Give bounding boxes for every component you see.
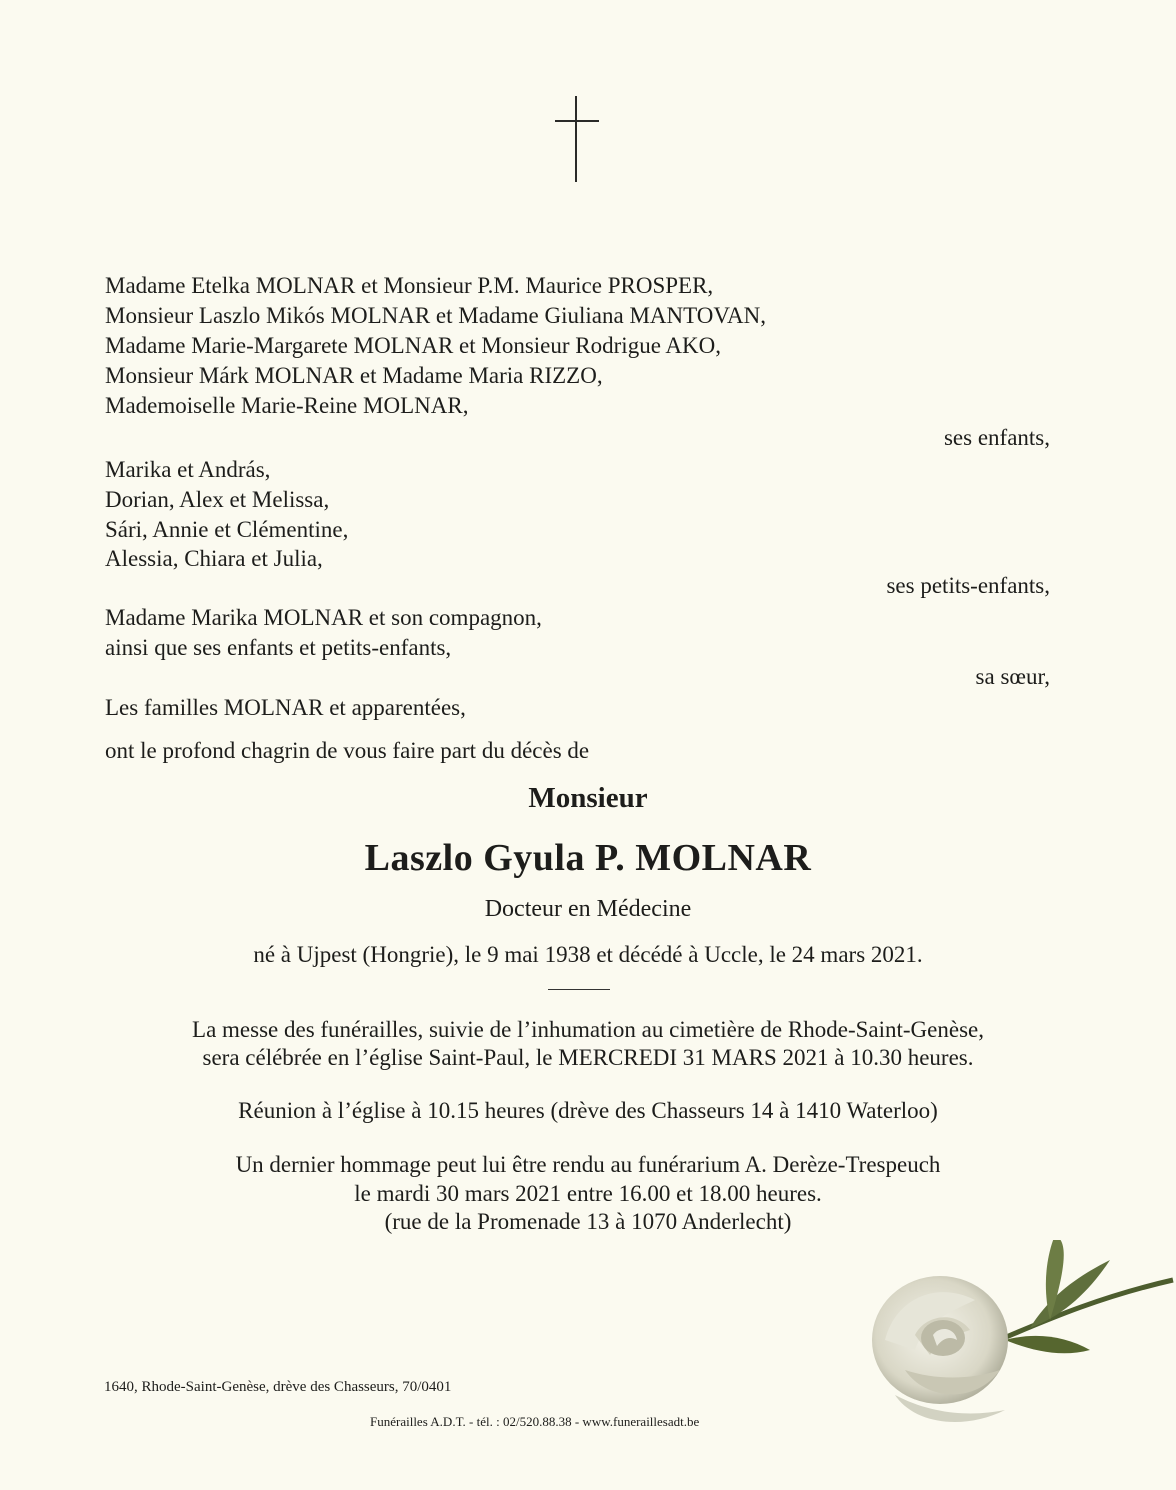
white-rose-icon [855,1240,1175,1450]
grandchildren-line-2: Dorian, Alex et Melissa, [105,487,330,512]
ceremony-line-2: sera célébrée en l’église Saint-Paul, le MERCREDI 31 MARS 2021 à 10.30 heures. [202,1045,974,1070]
announcement-line: ont le profond chagrin de vous faire part du décès de [105,738,590,763]
address-line: 1640, Rhode-Saint-Genèse, drève des Chasseurs, 70/0401 [104,1379,452,1395]
sister-label: sa sœur, [975,664,1050,689]
separator-rule [548,989,610,990]
grandchildren-label: ses petits-enfants, [886,573,1050,598]
tribute-line-2: le mardi 30 mars 2021 entre 16.00 et 18.00 heures. [354,1181,822,1206]
deceased-profession: Docteur en Médecine [484,896,692,922]
grandchildren-line-1: Marika et András, [105,457,271,482]
cross-icon [555,96,599,182]
children-line-1: Madame Etelka MOLNAR et Monsieur P.M. Maurice PROSPER, [105,273,714,298]
children-line-2: Monsieur Laszlo Mikós MOLNAR et Madame Giuliana MANTOVAN, [105,303,766,328]
grandchildren-line-3: Sári, Annie et Clémentine, [105,517,349,542]
footer-line: Funérailles A.D.T. - tél. : 02/520.88.38 - www.funeraillesadt.be [370,1414,700,1429]
families-line: Les familles MOLNAR et apparentées, [105,695,466,720]
children-line-3: Madame Marie-Margarete MOLNAR et Monsieur Rodrigue AKO, [105,333,721,358]
sister-line-1: Madame Marika MOLNAR et son compagnon, [105,605,542,630]
tribute-line-3: (rue de la Promenade 13 à 1070 Anderlecht) [384,1209,792,1234]
deceased-name: Laszlo Gyula P. MOLNAR [364,837,812,879]
ceremony-line-1: La messe des funérailles, suivie de l’inhumation au cimetière de Rhode-Saint-Genèse, [192,1017,984,1042]
sister-line-2: ainsi que ses enfants et petits-enfants, [105,635,452,660]
deceased-salutation: Monsieur [528,782,648,814]
tribute-line-1: Un dernier hommage peut lui être rendu au funérarium A. Derèze-Trespeuch [235,1152,941,1177]
meeting-line: Réunion à l’église à 10.15 heures (drève des Chasseurs 14 à 1410 Waterloo) [238,1098,938,1123]
grandchildren-line-4: Alessia, Chiara et Julia, [105,546,323,571]
children-line-4: Monsieur Márk MOLNAR et Madame Maria RIZZO, [105,363,603,388]
children-line-5: Mademoiselle Marie-Reine MOLNAR, [105,393,469,418]
deceased-dates: né à Ujpest (Hongrie), le 9 mai 1938 et décédé à Uccle, le 24 mars 2021. [253,942,923,967]
children-label: ses enfants, [943,425,1050,450]
